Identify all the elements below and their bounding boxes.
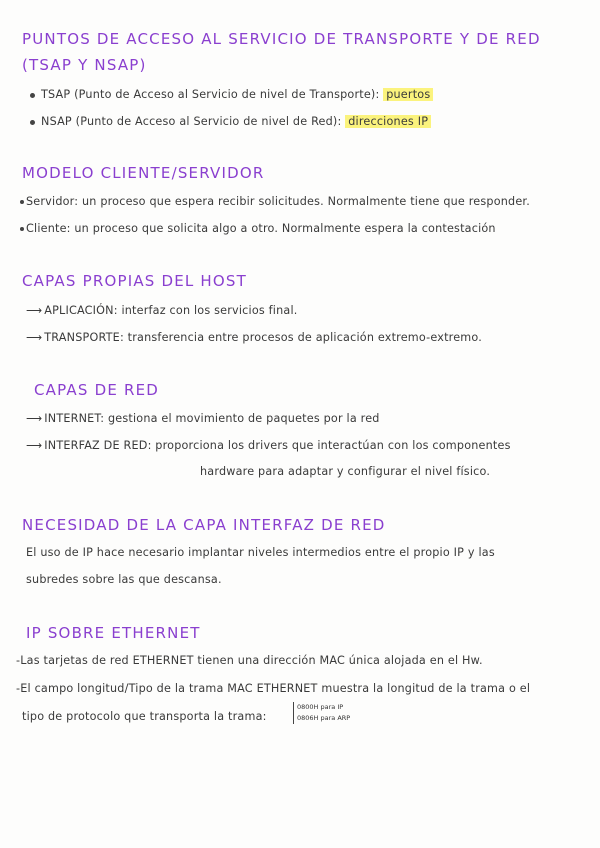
internet-text: INTERNET: gestiona el movimiento de paquetes por la red bbox=[44, 412, 380, 425]
interfaz-text: INTERFAZ DE RED: proporciona los drivers que interactúan con los componentes bbox=[44, 439, 511, 452]
tsap-text: TSAP (Punto de Acceso al Servicio de nivel de Transporte): bbox=[41, 88, 380, 101]
heading-ethernet: IP SOBRE ETHERNET bbox=[26, 624, 201, 642]
arrow-right-icon: ⟶ bbox=[26, 412, 43, 425]
aplicacion-text: APLICACIÓN: interfaz con los servicios final. bbox=[44, 304, 298, 317]
servidor-text: Servidor: un proceso que espera recibir solicitudes. Normalmente tiene que responder. bbox=[26, 195, 530, 208]
heading-necesidad: NECESIDAD DE LA CAPA INTERFAZ DE RED bbox=[22, 516, 386, 534]
heading-capas-red: CAPAS DE RED bbox=[34, 381, 160, 399]
nsap-item bbox=[30, 115, 431, 128]
bullet-icon bbox=[30, 120, 35, 125]
heading-modelo: MODELO CLIENTE/SERVIDOR bbox=[22, 164, 265, 182]
protocol-options bbox=[293, 702, 350, 724]
transporte-text: TRANSPORTE: transferencia entre procesos de aplicación extremo-extremo. bbox=[44, 331, 483, 344]
heading-tsap-nsap-line1: PUNTOS DE ACCESO AL SERVICIO DE TRANSPORTE Y DE RED bbox=[22, 30, 541, 48]
heading-tsap-nsap-line2: (TSAP Y NSAP) bbox=[22, 56, 147, 74]
bullet-icon bbox=[30, 93, 35, 98]
tsap-highlight: puertos bbox=[383, 88, 433, 101]
nsap-highlight: direcciones IP bbox=[345, 115, 431, 128]
protocol-option-ip: 0800H para IP bbox=[297, 703, 344, 711]
bullet-icon bbox=[20, 227, 24, 231]
cliente-item bbox=[20, 222, 496, 235]
necesidad-line1: El uso de IP hace necesario implantar niveles intermedios entre el propio IP y las bbox=[26, 546, 495, 559]
nsap-text: NSAP (Punto de Acceso al Servicio de nivel de Red): bbox=[41, 115, 342, 128]
arrow-right-icon: ⟶ bbox=[26, 439, 43, 452]
bullet-icon bbox=[20, 200, 24, 204]
heading-capas-host: CAPAS PROPIAS DEL HOST bbox=[22, 272, 247, 290]
arrow-right-icon: ⟶ bbox=[26, 331, 43, 344]
servidor-item bbox=[20, 195, 530, 208]
cliente-text: Cliente: un proceso que solicita algo a otro. Normalmente espera la contestación bbox=[26, 222, 496, 235]
interfaz-item bbox=[26, 439, 511, 452]
internet-item bbox=[26, 412, 380, 425]
aplicacion-item bbox=[26, 304, 298, 317]
transporte-item bbox=[26, 331, 482, 344]
ethernet-line2: -El campo longitud/Tipo de la trama MAC ETHERNET muestra la longitud de la trama o el bbox=[16, 682, 531, 695]
arrow-right-icon: ⟶ bbox=[26, 304, 43, 317]
interfaz-continuation: hardware para adaptar y configurar el nivel físico. bbox=[200, 465, 491, 478]
ethernet-line1: -Las tarjetas de red ETHERNET tienen una dirección MAC única alojada en el Hw. bbox=[16, 654, 483, 667]
necesidad-line2: subredes sobre las que descansa. bbox=[26, 573, 222, 586]
protocol-option-arp: 0806H para ARP bbox=[297, 714, 351, 722]
ethernet-line3: tipo de protocolo que transporta la trama: bbox=[22, 710, 267, 723]
tsap-item bbox=[30, 88, 433, 101]
